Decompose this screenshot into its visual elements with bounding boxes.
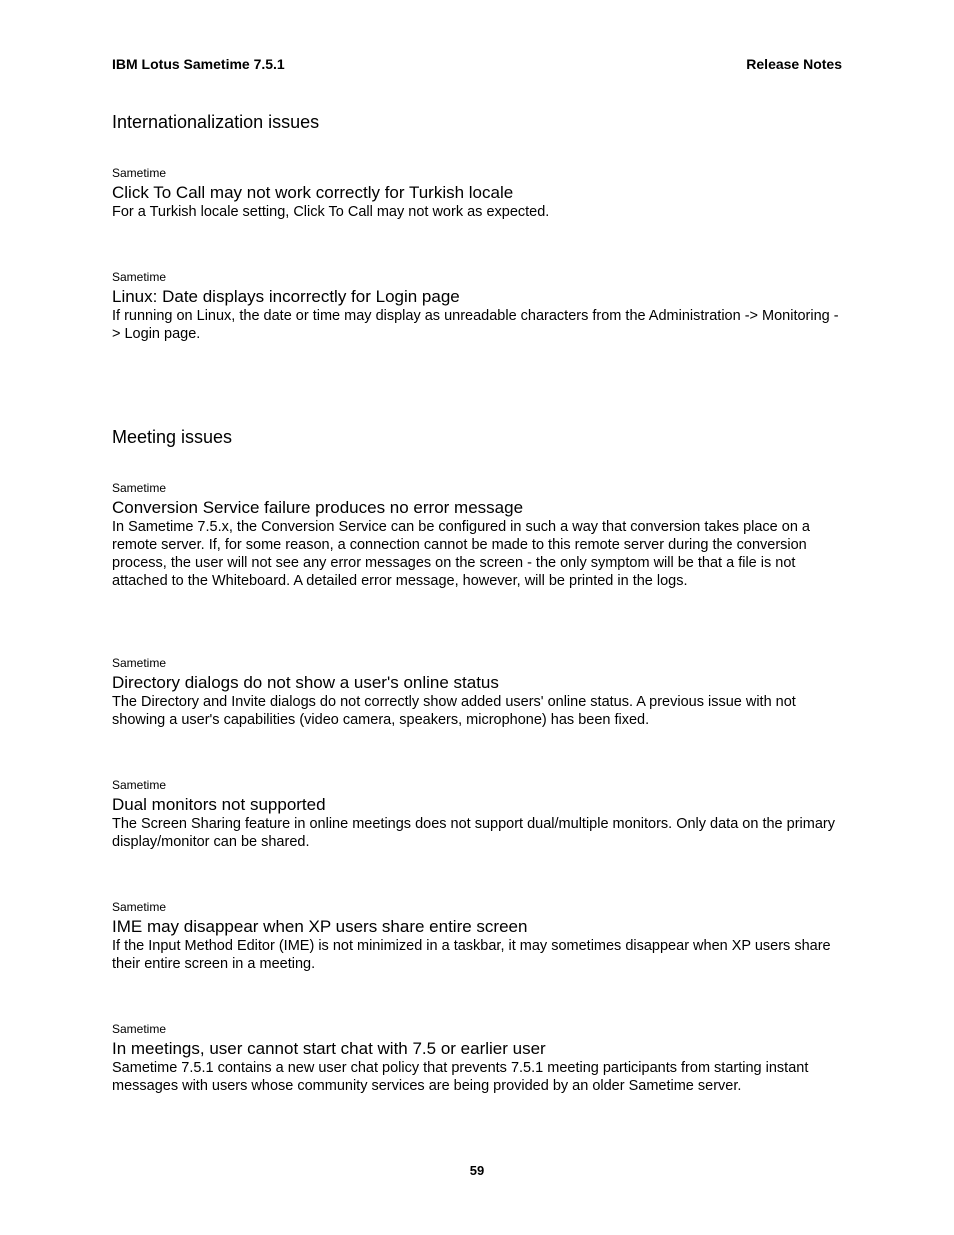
issue-title: IME may disappear when XP users share entire screen (112, 917, 528, 936)
issue-product: Sametime (112, 481, 167, 495)
issue-description: If running on Linux, the date or time may display as unreadable characters from the Administration -> Monitoring -> Login page. (112, 308, 839, 342)
issue-description: The Directory and Invite dialogs do not correctly show added users' online status. A previous issue with not showing a user's capabilities (video camera, speakers, microphone) has been fixed. (112, 694, 796, 728)
issue-title: Linux: Date displays incorrectly for Login page (112, 287, 460, 306)
issue-description: If the Input Method Editor (IME) is not minimized in a taskbar, it may sometimes disappear when XP users share their entire screen in a meeting. (112, 938, 831, 972)
issue-entry-click-to-call (112, 166, 847, 221)
running-header-doc-type: Release Notes (746, 56, 842, 72)
section-title-meeting: Meeting issues (112, 427, 233, 447)
issue-product: Sametime (112, 778, 167, 792)
issue-product: Sametime (112, 1022, 167, 1036)
issue-title: Conversion Service failure produces no error message (112, 498, 524, 517)
issue-entry-conversion-service (112, 481, 847, 590)
issue-product: Sametime (112, 656, 167, 670)
issue-entry-dual-monitors (112, 778, 847, 851)
issue-entry-directory-dialogs (112, 656, 847, 729)
issue-product: Sametime (112, 270, 167, 284)
issue-entry-linux-date (112, 270, 847, 343)
issue-title: Dual monitors not supported (112, 795, 326, 814)
issue-title: Directory dialogs do not show a user's online status (112, 673, 499, 692)
issue-description: The Screen Sharing feature in online meetings does not support dual/multiple monitors. Only data on the primary display/monitor can be shared. (112, 816, 835, 850)
page-number: 59 (469, 1163, 485, 1178)
issue-description: For a Turkish locale setting, Click To Call may not work as expected. (112, 204, 550, 220)
issue-description: In Sametime 7.5.x, the Conversion Service can be configured in such a way that conversion takes place on a remote server. If, for some reason, a connection cannot be made to this remote server during the conversion process, the user will not see any error messages on the screen - the only symptom will be that a file is not attached to the Whiteboard. A detailed error message, however, will be printed in the logs. (112, 519, 810, 589)
issue-entry-ime (112, 900, 847, 973)
issue-title: In meetings, user cannot start chat with 7.5 or earlier user (112, 1039, 546, 1058)
issue-title: Click To Call may not work correctly for Turkish locale (112, 183, 514, 202)
issue-product: Sametime (112, 166, 167, 180)
issue-description: Sametime 7.5.1 contains a new user chat policy that prevents 7.5.1 meeting participants from starting instant messages with users whose community services are being provided by an older Sametime server. (112, 1060, 809, 1094)
section-title-internationalization: Internationalization issues (112, 112, 320, 132)
issue-entry-chat-policy (112, 1022, 847, 1095)
issue-product: Sametime (112, 900, 167, 914)
running-header-title: IBM Lotus Sametime 7.5.1 (112, 56, 285, 72)
